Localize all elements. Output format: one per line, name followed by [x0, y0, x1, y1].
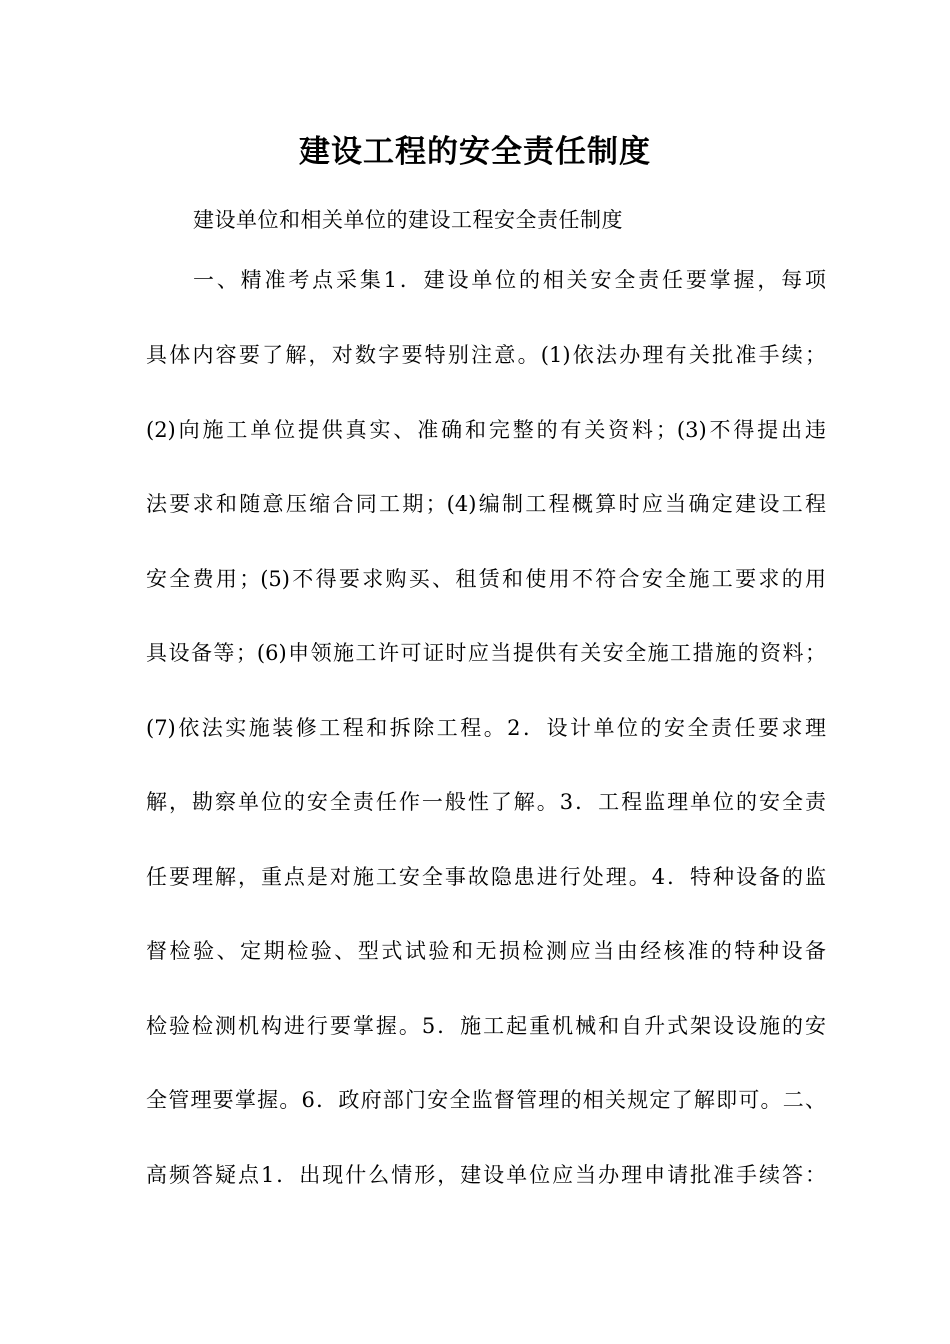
paragraph-line: 安全费用；(5)不得要求购买、租赁和使用不符合安全施工要求的用 [146, 567, 826, 591]
page-title: 建设工程的安全责任制度 [299, 134, 651, 170]
paragraph-line: 高频答疑点1．出现什么情形，建设单位应当办理申请批准手续答： [146, 1163, 826, 1187]
paragraph-line: 一、精准考点采集1．建设单位的相关安全责任要掌握，每项 [193, 268, 826, 292]
paragraph-line: 具体内容要了解，对数字要特别注意。(1)依法办理有关批准手续； [146, 343, 826, 367]
document-subtitle: 建设单位和相关单位的建设工程安全责任制度 [193, 208, 623, 232]
paragraph-line: 督检验、定期检验、型式试验和无损检测应当由经核准的特种设备 [146, 939, 826, 963]
paragraph-line: 解，勘察单位的安全责任作一般性了解。3．工程监理单位的安全责 [146, 790, 826, 814]
paragraph-line: 具设备等；(6)申领施工许可证时应当提供有关安全施工措施的资料； [146, 641, 826, 665]
paragraph-line: (7)依法实施装修工程和拆除工程。2．设计单位的安全责任要求理 [146, 716, 826, 740]
paragraph-line: 检验检测机构进行要掌握。5．施工起重机械和自升式架设设施的安 [146, 1014, 826, 1038]
paragraph-line: 任要理解，重点是对施工安全事故隐患进行处理。4．特种设备的监 [146, 865, 826, 889]
paragraph-line: 全管理要掌握。6．政府部门安全监督管理的相关规定了解即可。二、 [146, 1088, 826, 1112]
paragraph-line: (2)向施工单位提供真实、准确和完整的有关资料；(3)不得提出违 [146, 418, 826, 442]
paragraph-line: 法要求和随意压缩合同工期；(4)编制工程概算时应当确定建设工程 [146, 492, 826, 516]
